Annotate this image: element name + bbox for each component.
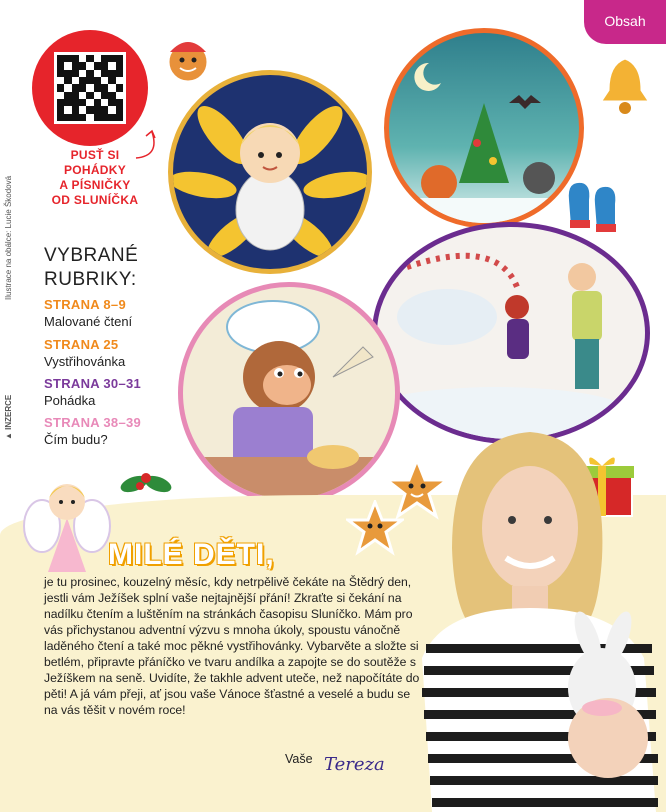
section-item[interactable]: STRANA 25 Vystřihovánka: [44, 337, 126, 369]
letter-body: je tu prosinec, kouzelný měsíc, kdy netrpělivě čekáte na Štědrý den, jestli vám Ježíšek splní vaše nejtajnější přání! Zkraťte si čekání na nadílku čtením a luštěním na stránkách časopisu Sluníčko. Mám pro vás přichystanou adventní výzvu s mnoha úkoly, spoustu vánočně laděného čtení a také moc pěkné vystřihovánky. Vybarvěte a složte si betlém, připravte přáníčko ve tvaru andílka a zapojte se do soutěže s Ježíškem na seně. Uvidíte, že takhle advent uteče, než napočítáte do pěti! A já vám přeji, ať jsou vaše Vánoce šťastné a veselé a budu se na vás těšit v novém roce!: [44, 575, 420, 717]
tab-label: Obsah: [604, 13, 646, 29]
bell-icon: [590, 50, 660, 120]
section-item[interactable]: STRANA 30–31 Pohádka: [44, 376, 142, 408]
snowball-fight-illustration[interactable]: [372, 222, 650, 444]
section-item[interactable]: STRANA 8–9 Malované čtení: [44, 297, 133, 329]
ad-marker: ▲ INZERCE: [4, 394, 13, 440]
forest-animals-illustration[interactable]: [384, 28, 584, 228]
angel-icon: [22, 468, 112, 578]
letter-closing: Vaše: [285, 752, 313, 766]
qr-code[interactable]: [54, 52, 126, 124]
holly-icon: [118, 462, 174, 502]
section-item[interactable]: STRANA 38–39 Čím budu?: [44, 415, 142, 447]
baker-monkey-illustration[interactable]: [178, 282, 400, 504]
star-cookie-icon: [346, 500, 404, 556]
qr-caption: PUSŤ SI POHÁDKY A PÍSNIČKY OD SLUNÍČKA: [51, 148, 139, 207]
mittens-icon: [560, 170, 624, 240]
featured-sections-heading: VYBRANÉ RUBRIKY:: [44, 245, 139, 290]
signature: [318, 742, 404, 782]
svg-text:Tereza: Tereza: [324, 754, 385, 775]
editor-photo: [412, 418, 666, 812]
illustration-credit: Ilustrace na obálce: Lucie Škodová: [4, 175, 13, 300]
letter-heading: MILÉ DĚTI,: [108, 538, 275, 571]
gingerbread-face-icon: [160, 30, 216, 86]
tab-obsah[interactable]: [584, 0, 666, 44]
nativity-illustration[interactable]: [168, 70, 372, 274]
